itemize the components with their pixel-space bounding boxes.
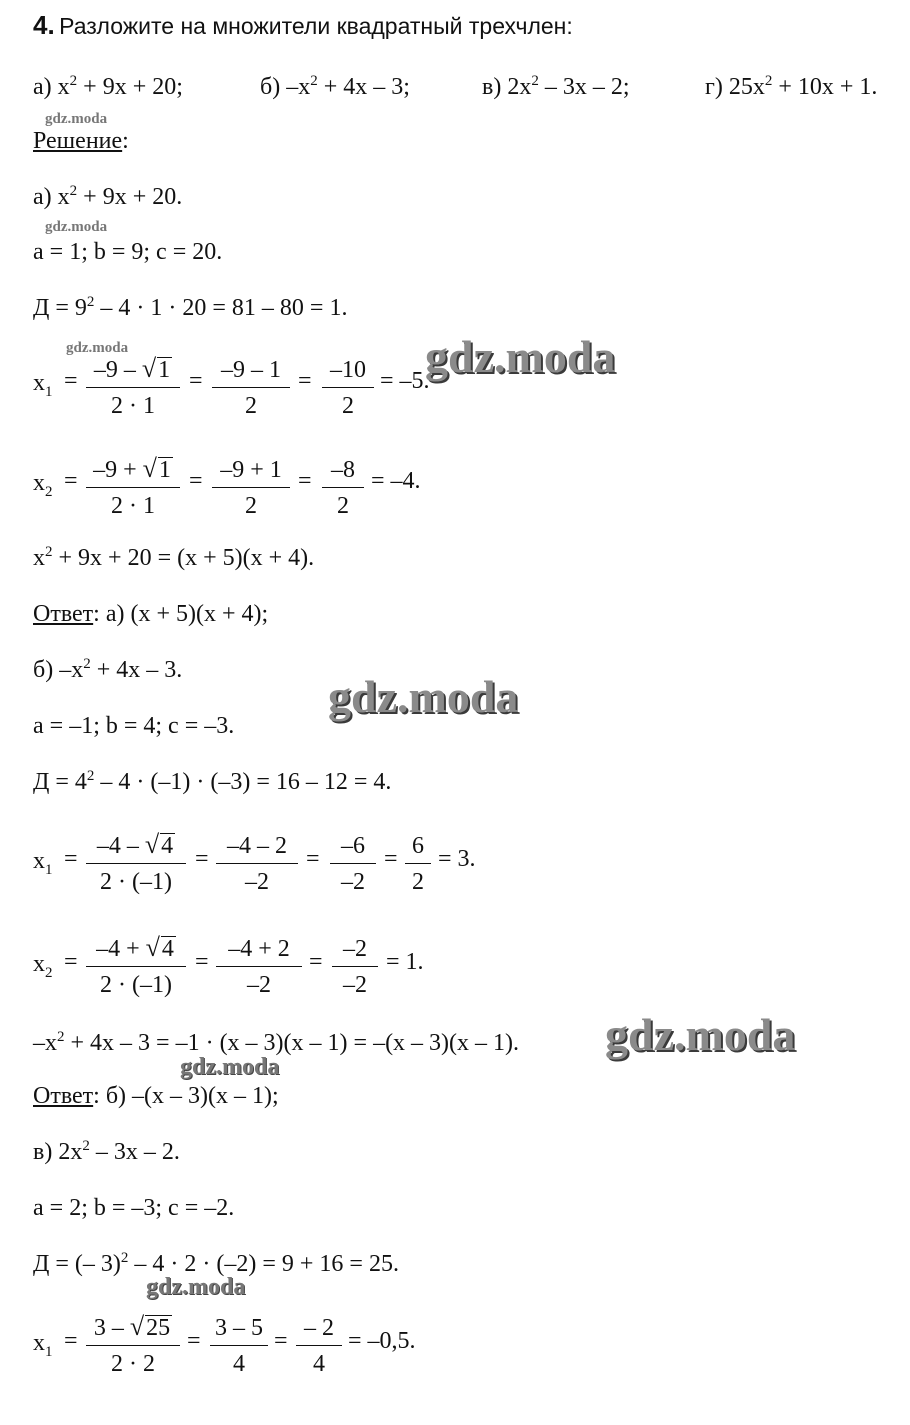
equals-sign: =	[189, 368, 203, 394]
equals-sign: =	[187, 1328, 201, 1354]
part-a-discriminant: $Д = 9^2 - 4 \cdot 1 \cdot 20 = 81 - 80 = 1$.	[33, 294, 348, 321]
part-b-discriminant: $Д = 4^2 - 4 \cdot (-1) \cdot (-3) = 16 - 12 = 4$.	[33, 768, 392, 795]
part-v-x1-result: = –0,5.	[348, 1328, 416, 1354]
equals-sign: =	[64, 468, 78, 494]
part-b-x1-fraction-1: $\frac{-4 - √4}{2 \cdot (-1)}$	[86, 831, 186, 898]
watermark-small: gdz.moda	[45, 111, 108, 127]
equals-sign: =	[298, 468, 312, 494]
equals-sign: =	[189, 468, 203, 494]
equals-sign: =	[64, 368, 78, 394]
part-a-x2-fraction-2: $\frac{-9 + 1}{2}$	[212, 455, 290, 522]
part-a-x1-fraction-1: $\frac{-9 - √1}{2 \cdot 1}$	[86, 355, 180, 422]
part-a-x2-result: = –4.	[371, 468, 421, 494]
part-a-factored: $x^2 + 9x + 20 = (x + 5)(x + 4)$.	[33, 544, 315, 571]
task-number: 4.	[33, 10, 55, 40]
part-a-x2-fraction-1: $\frac{-9 + √1}{2 \cdot 1}$	[86, 455, 180, 522]
equals-sign: =	[64, 1328, 78, 1354]
part-v-x1-var: $x_1$	[33, 1330, 53, 1360]
part-b-x1-fraction-2: $\frac{-4 - 2}{-2}$	[216, 831, 298, 898]
equals-sign: =	[298, 368, 312, 394]
watermark-medium: gdz.moda	[146, 1274, 246, 1300]
task-part-b: б) $-x^2 + 4x - 3$;	[260, 73, 410, 100]
part-a-answer: Ответ: а) (x + 5)(x + 4);	[33, 601, 269, 627]
watermark-small: gdz.moda	[45, 219, 108, 235]
equals-sign: =	[384, 846, 398, 872]
part-b-statement: б) $-x^2 + 4x - 3$.	[33, 656, 183, 683]
part-b-coefficients: a = –1; b = 4; c = –3.	[33, 713, 235, 739]
watermark-large: gdz.moda	[605, 1009, 796, 1060]
part-a-x2-fraction-3: $\frac{-8}{2}$	[322, 455, 364, 522]
part-b-x2-var: $x_2$	[33, 951, 53, 981]
task-heading	[33, 10, 573, 41]
part-b-answer: Ответ: б) –(x – 3)(x – 1);	[33, 1083, 279, 1109]
part-b-factored: $-x^2 + 4x - 3 = -1 \cdot (x - 3)(x - 1) = -(x - 3)(x - 1)$.	[33, 1029, 520, 1056]
part-a-x1-fraction-2: $\frac{-9 - 1}{2}$	[212, 355, 290, 422]
equals-sign: =	[274, 1328, 288, 1354]
part-v-statement: в) $2x^2 - 3x - 2$.	[33, 1138, 180, 1165]
part-v-coefficients: a = 2; b = –3; c = –2.	[33, 1195, 235, 1221]
part-b-x2-fraction-1: $\frac{-4 + √4}{2 \cdot (-1)}$	[86, 934, 186, 1001]
part-a-x1-result: = –5.	[380, 368, 430, 394]
equals-sign: =	[195, 846, 209, 872]
equals-sign: =	[195, 949, 209, 975]
part-a-x2-var: $x_2$	[33, 470, 53, 500]
task-part-g: г) $25x^2 + 10x + 1$.	[705, 73, 878, 100]
part-a-x1-var: $x_1$	[33, 370, 53, 400]
part-b-x1-result: = 3.	[438, 846, 476, 872]
task-title: Разложите на множители квадратный трехчлен:	[59, 13, 573, 39]
task-part-a: а) $x^2 + 9x + 20$;	[33, 73, 183, 100]
part-b-x2-result: = 1.	[386, 949, 424, 975]
equals-sign: =	[64, 846, 78, 872]
part-v-x1-fraction-1: $\frac{3 - √25}{2 \cdot 2}$	[86, 1313, 180, 1380]
watermark-small: gdz.moda	[66, 340, 129, 356]
equals-sign: =	[306, 846, 320, 872]
task-part-v: в) $2x^2 - 3x - 2$;	[482, 73, 630, 100]
part-b-x2-fraction-3: $\frac{-2}{-2}$	[332, 934, 378, 1001]
part-v-x1-fraction-2: $\frac{3 - 5}{4}$	[210, 1313, 268, 1380]
watermark-medium: gdz.moda	[180, 1054, 280, 1080]
part-v-discriminant: Д = (– 3)$^2$ – 4 · 2 · (–2) = 9 + 16 = 25.	[33, 1250, 399, 1277]
equals-sign: =	[309, 949, 323, 975]
part-b-x1-fraction-3: $\frac{-6}{-2}$	[330, 831, 376, 898]
part-b-x2-fraction-2: $\frac{-4 + 2}{-2}$	[216, 934, 302, 1001]
part-a-x1-fraction-3: $\frac{-10}{2}$	[322, 355, 374, 422]
watermark-large: gdz.moda	[328, 671, 519, 722]
watermark-large: gdz.moda	[425, 331, 616, 382]
equals-sign: =	[64, 949, 78, 975]
solution-label: Решение:	[33, 128, 129, 154]
part-a-statement: а) $x^2 + 9x + 20$.	[33, 183, 183, 210]
part-a-coefficients: a = 1; b = 9; c = 20.	[33, 239, 223, 265]
part-b-x1-var: $x_1$	[33, 848, 53, 878]
part-b-x1-fraction-4: $\frac{6}{2}$	[405, 831, 431, 898]
part-v-x1-fraction-3: $\frac{- 2}{4}$	[296, 1313, 342, 1380]
